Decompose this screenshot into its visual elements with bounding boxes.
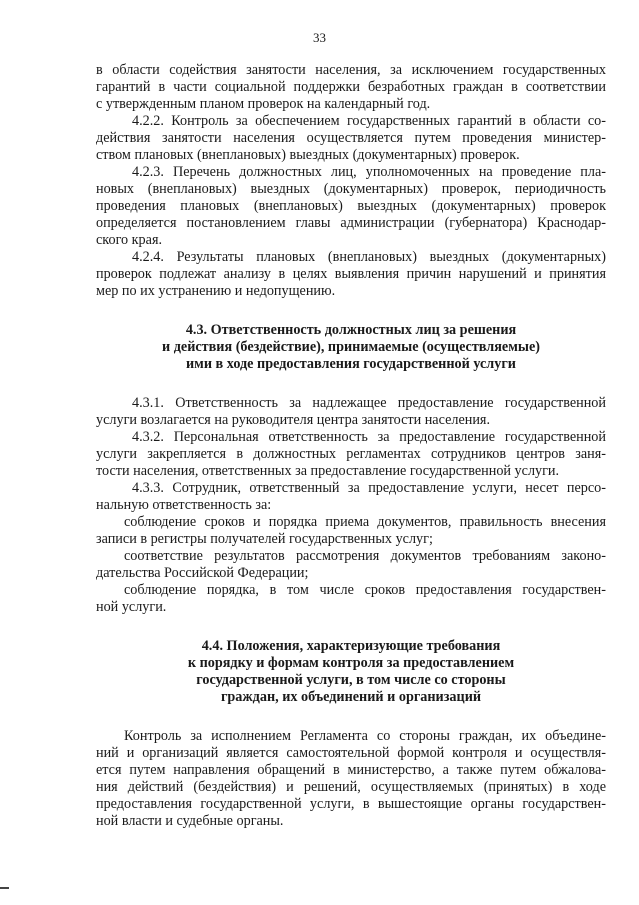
paragraph-line: нальную ответственность за: [96, 497, 272, 513]
section-heading-line: к порядку и формам контроля за предоставлением [187, 655, 515, 671]
paragraph-line: 4.2.4. Результаты плановых (внеплановых) выездных (документарных) [132, 249, 606, 265]
paragraph-line: ной услуги. [96, 599, 167, 615]
section-heading-line: 4.4. Положения, характеризующие требования [201, 638, 501, 654]
paragraph-line: 4.3.1. Ответственность за надлежащее предоставление государственной [132, 395, 606, 411]
section-heading-line: и действия (бездействие), принимаемые (осуществляемые) [162, 339, 540, 355]
paragraph-line: проведения плановых (внеплановых) выездных (документарных) проверок [96, 198, 606, 214]
page-number: 33 [313, 30, 326, 45]
section-heading-line: ими в ходе предоставления государственной услуги [186, 356, 516, 372]
paragraph-line: 4.2.3. Перечень должностных лиц, уполномоченных на проведение пла- [132, 164, 606, 180]
paragraph-line: ется путем направления обращений в министерство, а также путем обжалова- [96, 762, 606, 778]
paragraph-line: с утвержденным планом проверок на календарный год. [96, 96, 431, 112]
paragraph-line: ством плановых (внеплановых) выездных (документарных) проверок. [96, 147, 520, 163]
paragraph-line: действия занятости населения осуществляется путем проведения министер- [96, 130, 606, 146]
paragraph-line: 4.2.2. Контроль за обеспечением государственных гарантий в области со- [132, 113, 606, 129]
paragraph-line: услуги закрепляется в должностных регламентах сотрудников центров заня- [96, 446, 606, 462]
paragraph-line: определяется постановлением главы администрации (губернатора) Краснодар- [96, 215, 606, 231]
paragraph-line: предоставления государственной услуги, в вышестоящие органы государствен- [96, 796, 606, 812]
paragraph-line: ния действий (бездействия) и решений, осуществляемых (принятых) в ходе [96, 779, 606, 795]
paragraph-line: соблюдение сроков и порядка приема документов, правильность внесения [124, 514, 606, 530]
paragraph-line: проверок подлежат анализу в целях выявления причин нарушений и принятия [96, 266, 606, 282]
paragraph-line: новых (внеплановых) выездных (документарных) проверок, периодичность [96, 181, 606, 197]
paragraph-line: ной власти и судебные органы. [96, 813, 284, 829]
paragraph-line: записи в регистры получателей государственных услуг; [96, 531, 433, 547]
paragraph-line: ского края. [96, 232, 163, 248]
section-heading-line: 4.3. Ответственность должностных лиц за решения [185, 322, 517, 338]
paragraph-line: дательства Российской Федерации; [96, 565, 309, 581]
paragraph-line: 4.3.2. Персональная ответственность за предоставление государственной [132, 429, 606, 445]
paragraph-line: мер по их устранению и недопущению. [96, 283, 336, 299]
scan-edge-mark [0, 887, 9, 889]
paragraph-line: услуги возлагается на руководителя центра занятости населения. [96, 412, 491, 428]
paragraph-line: гарантий в части социальной поддержки безработных граждан в соответствии [96, 79, 606, 95]
paragraph-line: в области содействия занятости населения, за исключением государственных [96, 62, 606, 78]
section-heading-line: граждан, их объединений и организаций [220, 689, 482, 705]
paragraph-line: ний и организаций является самостоятельной формой контроля и осуществля- [96, 745, 606, 761]
paragraph-line: Контроль за исполнением Регламента со стороны граждан, их объедине- [124, 728, 606, 744]
paragraph-line: 4.3.3. Сотрудник, ответственный за предоставление услуги, несет персо- [132, 480, 606, 496]
paragraph-line: тости населения, ответственных за предоставление государственной услуги. [96, 463, 560, 479]
section-heading-line: государственной услуги, в том числе со стороны [196, 672, 506, 688]
paragraph-line: соответствие результатов рассмотрения документов требованиям законо- [124, 548, 606, 564]
paragraph-line: соблюдение порядка, в том числе сроков предоставления государствен- [124, 582, 606, 598]
